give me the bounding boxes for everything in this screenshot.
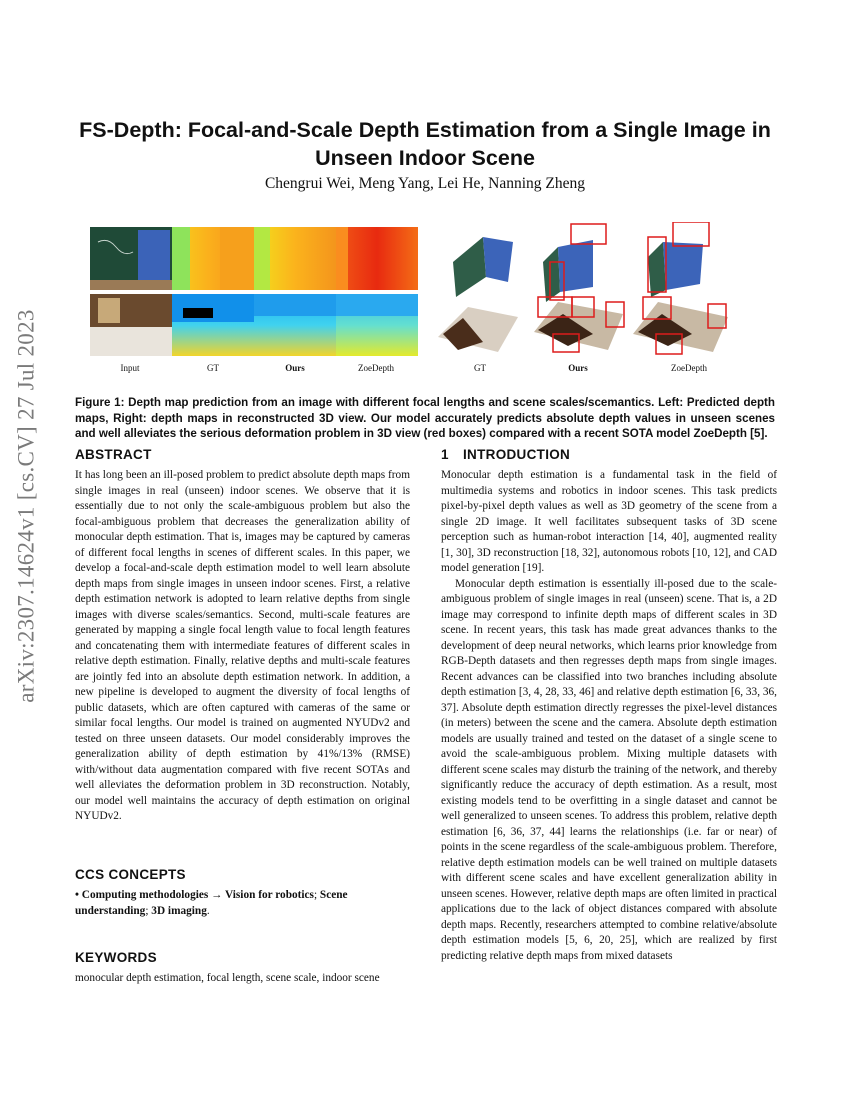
figure-left-top-row: [90, 227, 418, 290]
left-column: [75, 447, 410, 825]
ccs-concepts: [75, 867, 410, 919]
paper-title: FS-Depth: Focal-and-Scale Depth Estimation from a Single Image in Unseen Indoor Scene: [79, 118, 771, 170]
keywords-heading: KEYWORDS: [75, 950, 157, 965]
author-list: Chengrui Wei, Meng Yang, Lei He, Nanning Zheng: [264, 175, 586, 192]
fig-label-3d-ours: Ours: [568, 363, 588, 373]
figure-right-bottom-row: [438, 297, 728, 354]
ccs-text: • Computing methodologies → Vision for robotics; Scene understanding; 3D imaging.: [75, 889, 348, 917]
keywords-text: monocular depth estimation, focal length, scene scale, indoor scene: [75, 972, 380, 984]
figure-1: [88, 222, 768, 382]
abstract-text: It has long been an ill-posed problem to predict absolute depth maps from single images in real (unseen) indoor scenes. We observe that it is essentially due to not only the scale-ambiguous problem but also the focal-ambiguous problem that decreases the generalization ability of monocular depth estimation. That is, images may be captured by cameras of different focal lengths in scenes of different scales. In this paper, we develop a focal-and-scale depth estimation model to well learn absolute depth maps from single images in unseen indoor scenes. First, a relative depth estimation network is adopted to learn relative depths from single images with diverse scales/semantics. Second, multi-scale features are generated by mapping a single focal length value to focal length features and concatenating them with intermediate features of different scales in relative depth estimation. Finally, relative depths and multi-scale features are jointly fed into an absolute depth estimation network. In addition, a new pipeline is developed to augment the diversity of focal lengths of public datasets, which are often captured with cameras of the same or similar focal lengths. Our model is trained on augmented NYUDv2 and tested on three unseen datasets. Our model considerably improves the generalization ability of depth estimation by 41%/13% (RMSE) with/without data augmentation compared with five recent SOTAs and well alleviates the deformation problem in 3D reconstruction. Notably, our model well maintains the accuracy of depth estimation on original NYUDv2.: [75, 469, 410, 822]
intro-paragraph-1: Monocular depth estimation is a fundamental task in the field of multimedia systems and robotics in indoor scenes. This task predicts pixel-by-pixel depth values as well as 3D geometry of the scene from a single 2D image. It well facilitates subsequent tasks of 3D scene perception such as human-robot interaction [14, 40], augmented reality [1, 30], 3D reconstruction [18, 32], autonomous robots [10, 12], and CAD model generation [19].: [441, 469, 777, 574]
ccs-heading: CCS CONCEPTS: [75, 867, 186, 882]
figure-right-top-row: [453, 222, 709, 302]
abstract-heading: ABSTRACT: [75, 447, 152, 462]
fig-label-3d-gt: GT: [474, 363, 486, 373]
figure-caption: Figure 1: Depth map prediction from an image with different focal lengths and scene scales/scemantics. Left: Predicted depth maps, Right: depth maps in reconstructed 3D view. Our model accurately predicts absolute depth values in unseen scenes and well alleviates the serious deformation problem in 3D view (red boxes) compared with a recent SOTA model ZoeDepth [5].: [75, 396, 775, 440]
figure-left-bottom-row: [90, 294, 418, 356]
intro-heading: 1 INTRODUCTION: [441, 447, 571, 462]
arxiv-watermark: [12, 306, 42, 706]
arxiv-id[interactable]: arXiv:2307.14624v1 [cs.CV] 27 Jul 2023: [14, 309, 39, 703]
fig-label-3d-zoedepth: ZoeDepth: [671, 363, 707, 373]
keywords: [75, 950, 410, 987]
fig-label-zoedepth: ZoeDepth: [358, 363, 394, 373]
fig-label-input: Input: [120, 363, 140, 373]
fig-label-ours: Ours: [285, 363, 305, 373]
fig-label-gt: GT: [207, 363, 219, 373]
right-column: [441, 447, 777, 964]
intro-paragraph-2: Monocular depth estimation is essentially ill-posed due to the scale-ambiguous problem of single images in real (unseen) scene. That is, a 2D image may correspond to infinite depth maps of different scales in 3D scene. In recent years, this task has made great advances thanks to the development of deep neural networks, which learns prior knowledge from RGB-Depth datasets and then regresses depth maps from single images. Recent advances can be classified into two branches including absolute depth estimation [3, 4, 28, 33, 46] and relative depth estimation [6, 33, 36, 37]. Absolute depth estimation directly regresses the pixel-level distances (in meters) between the scene and the camera. Absolute depth estimation models are usually trained and tested on the dataset of a single scene to avoid the scale-ambiguous problem. Mixing multiple datasets with different scene scales may disturb the training of the network, and thereby significantly reduce the accuracy of depth estimation. As a result, most existing models tend to be overfitting in a single dataset and cannot be well generalized to unseen scenes. To address this problem, relative depth estimation [6, 36, 37, 44] learns the relationships (i.e. far or near) of points in the scene regardless of the scale-ambiguous problem. Therefore, relative depth estimation models can be well trained on multiple datasets with different scene scales and have excellent generalization ability in unseen scenes. However, relative depth maps are often limited in practical applications due to the lack of object distances compared with absolute depth maps. Recently, researchers attempted to combine relative/absolute depth estimation models [5, 6, 20, 25], which are realized by first predicting relative depth maps from mixed datasets: [441, 577, 777, 962]
